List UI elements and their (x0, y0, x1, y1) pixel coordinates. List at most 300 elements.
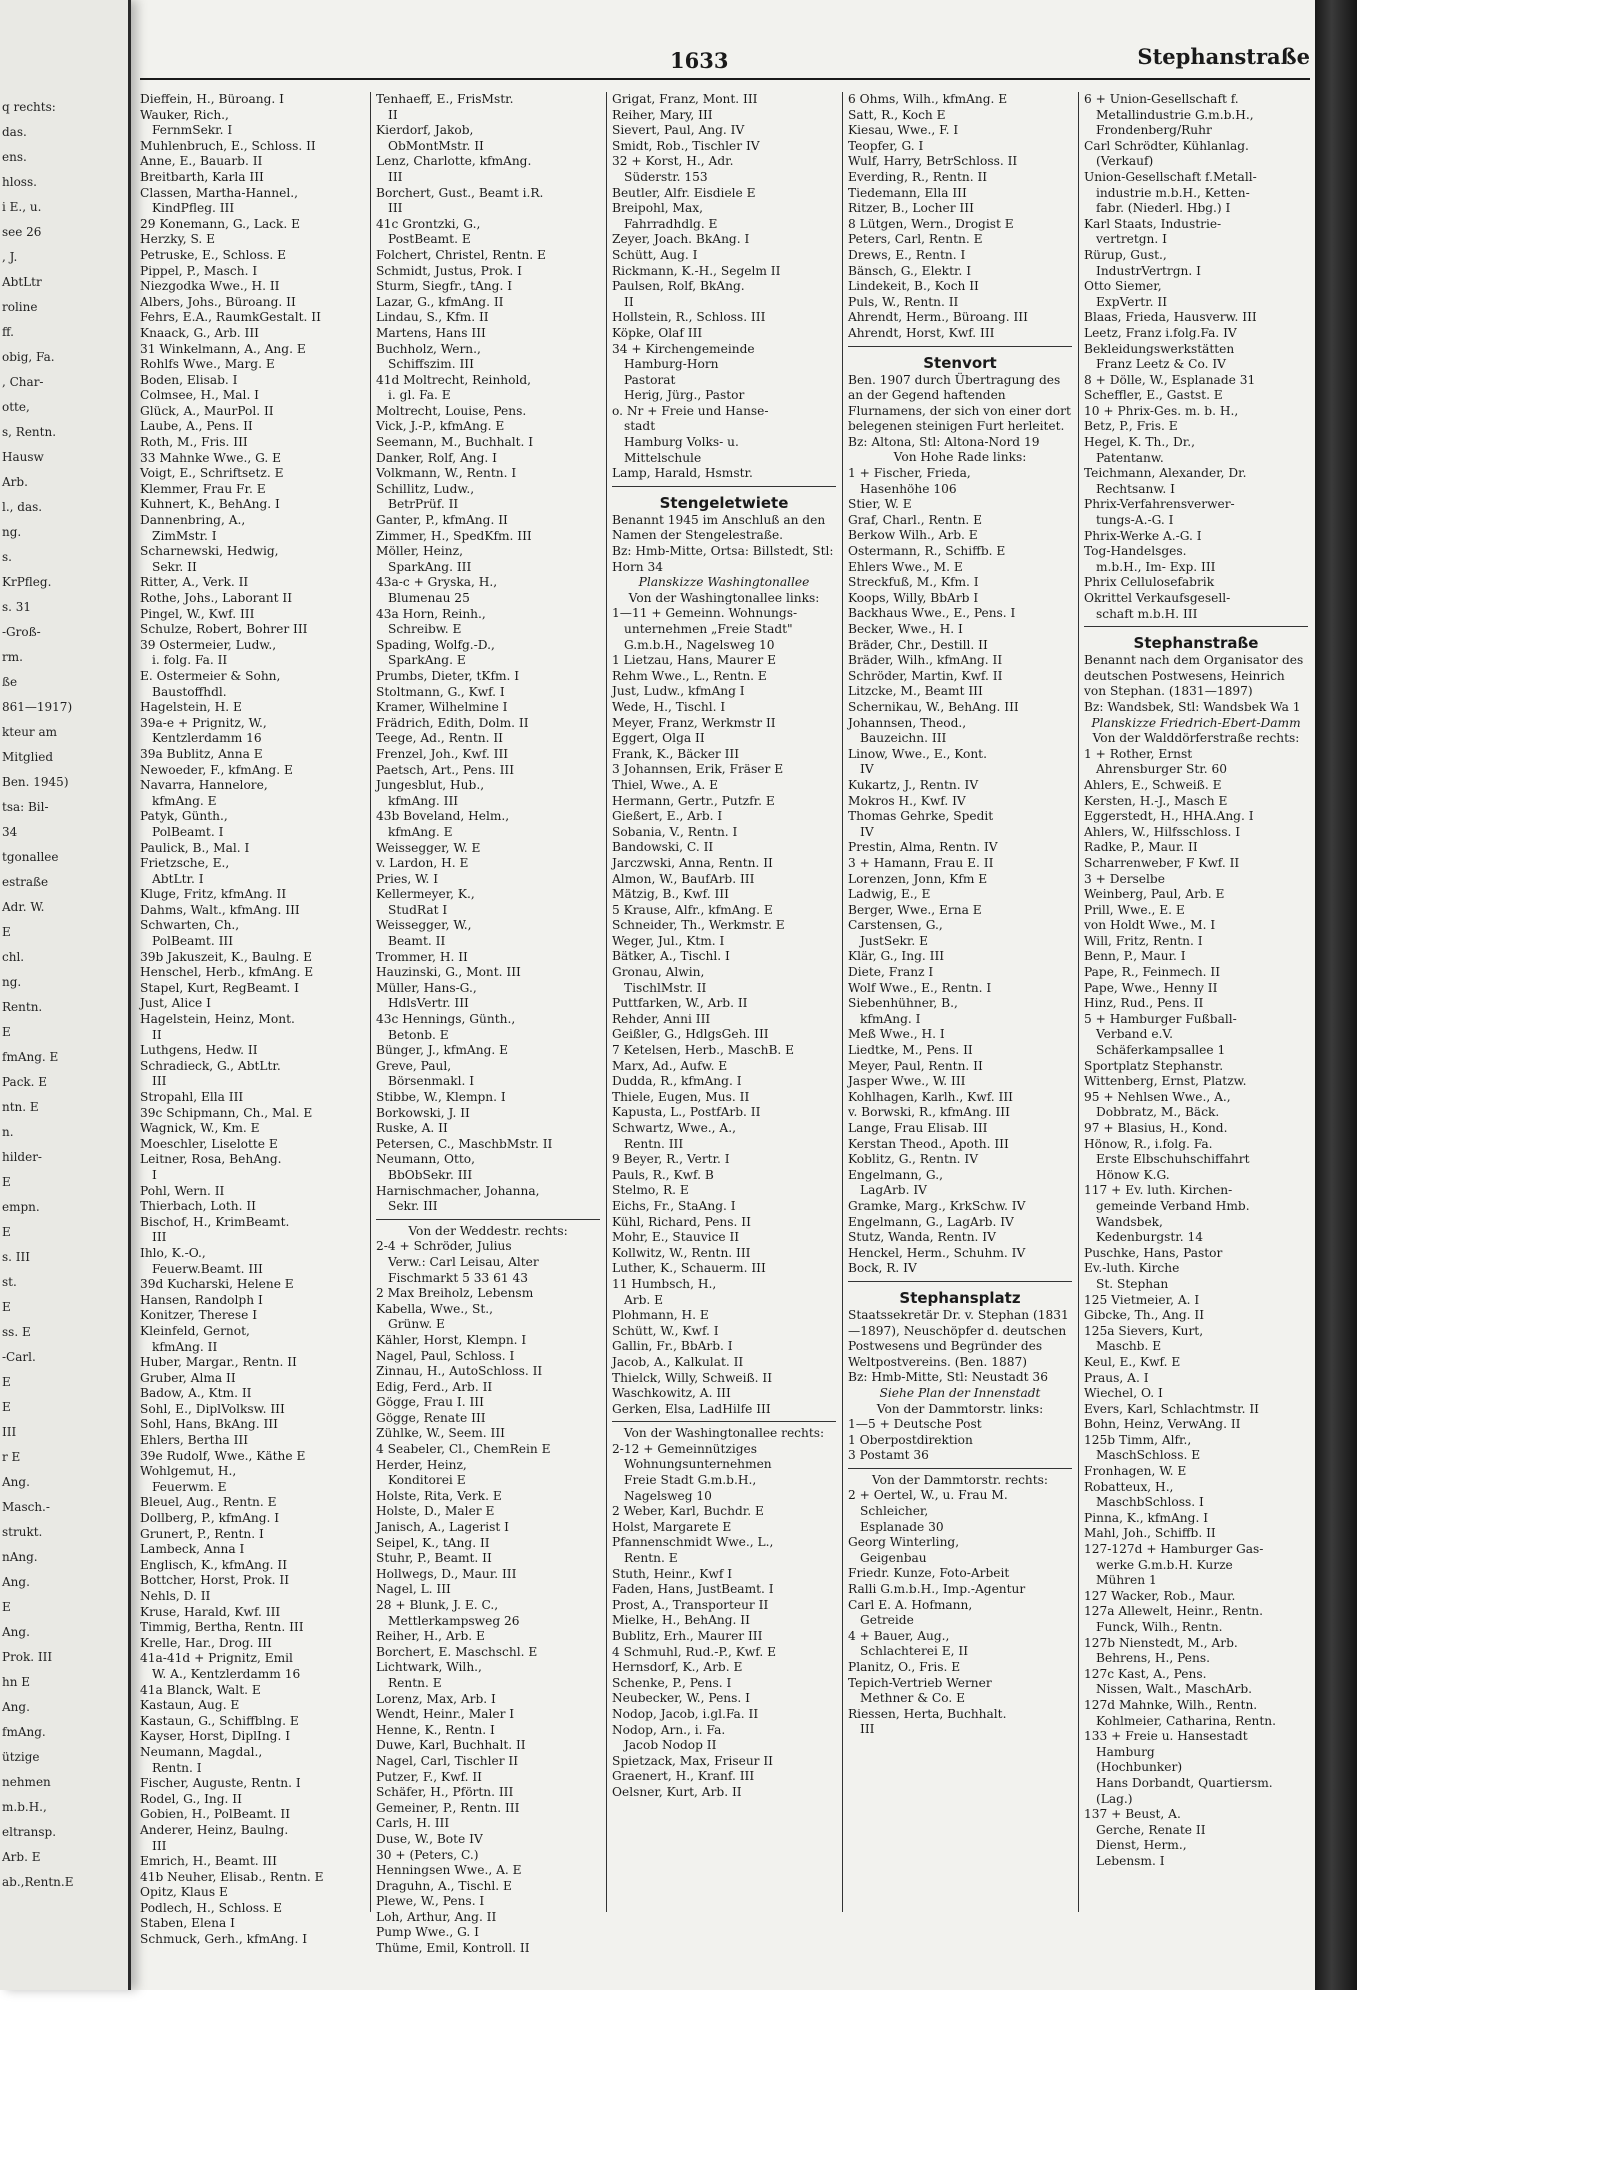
resident-entry: Huber, Margar., Rentn. II (140, 1355, 297, 1370)
resident-entry: Albers, Johs., Büroang. II (140, 294, 296, 309)
resident-entry: Fehrs, E.A., RaumkGestalt. II (140, 310, 321, 325)
resident-entry: Kellermeyer, K., (376, 887, 475, 902)
resident-entry: Stuhr, P., Beamt. II (376, 1551, 492, 1566)
facing-page-fragment: , J. (2, 250, 18, 264)
resident-entry: Prost, A., Transporteur II (612, 1597, 769, 1612)
resident-entry: Georg Winterling, (848, 1535, 960, 1550)
resident-entry: Ganter, P., kfmAng. II (376, 513, 508, 528)
facing-page-fragment: Ang. (2, 1700, 30, 1714)
facing-page-fragment: Ben. 1945) (2, 775, 69, 789)
facing-page-fragment: roline (2, 300, 38, 314)
resident-entry: Hinz, Rud., Pens. II (1084, 996, 1204, 1011)
resident-entry: Weinberg, Paul, Arb. E (1084, 887, 1225, 902)
resident-entry: Gießert, E., Arb. I (612, 809, 723, 824)
facing-page-fragment: fmAng. E (2, 1050, 59, 1064)
resident-entry: Prumbs, Dieter, tKfm. I (376, 668, 520, 683)
resident-entry: Fronhagen, W. E (1084, 1464, 1187, 1479)
resident-entry: Kabella, Wwe., St., (376, 1301, 493, 1316)
facing-page-fragment: -Groß- (2, 625, 41, 639)
resident-entry: 1 + Rother, Ernst (1084, 746, 1193, 761)
resident-entry: Luthgens, Hedw. II (140, 1043, 258, 1058)
column-3 (612, 92, 836, 1912)
resident-entry: Teege, Ad., Rentn. II (376, 731, 503, 746)
resident-entry: Roth, M., Fris. III (140, 435, 248, 450)
resident-entry: Kühl, Richard, Pens. II (612, 1214, 751, 1229)
resident-entry: Weger, Jul., Ktm. I (612, 933, 725, 948)
resident-entry: Scharnewski, Hedwig, (140, 544, 279, 559)
resident-entry: Draguhn, A., Tischl. E (376, 1878, 512, 1893)
resident-entry: Reiher, H., Arb. E (376, 1629, 485, 1644)
facing-page-fragment: otte, (2, 400, 30, 414)
resident-entry: Spietzack, Max, Friseur II (612, 1753, 773, 1768)
resident-entry: Englisch, K., kfmAng. II (140, 1557, 288, 1572)
resident-entry: 10 + Phrix-Ges. m. b. H., (1084, 403, 1239, 418)
resident-entry: Schiffszim. III (388, 357, 474, 372)
resident-entry: 127-127d + Hamburger Gas- (1084, 1542, 1264, 1557)
resident-entry: (Verkauf) (1096, 154, 1154, 169)
plan-reference: Planskizze Washingtonallee (638, 575, 810, 590)
facing-page-fragment: Adr. W. (2, 900, 45, 914)
resident-entry: PolBeamt. III (152, 934, 234, 949)
resident-entry: SparkAng. III (388, 559, 472, 574)
resident-entry: v. Lardon, H. E (376, 856, 469, 871)
resident-entry: Kramer, Wilhelmine I (376, 700, 508, 715)
resident-entry: Engelmann, G., LagArb. IV (848, 1214, 1014, 1229)
facing-page-fragment: n. (2, 1125, 14, 1139)
resident-entry: Kapusta, L., PostfArb. II (612, 1105, 761, 1120)
facing-page-fragment: tgonallee (2, 850, 59, 864)
resident-entry: Faden, Hans, JustBeamt. I (612, 1582, 774, 1597)
resident-entry: Peters, Carl, Rentn. E (848, 232, 983, 247)
resident-entry: Klär, G., Ing. III (848, 949, 945, 964)
resident-entry: 41d Moltrecht, Reinhold, (376, 372, 532, 387)
resident-entry: i. gl. Fa. E (388, 388, 451, 403)
directory-page (140, 40, 1310, 1980)
resident-entry: Tepich-Vertrieb Werner (848, 1675, 992, 1690)
resident-entry: Feuerwm. E (152, 1479, 227, 1494)
facing-page-fragment: Ang. (2, 1575, 30, 1589)
resident-entry: Müller, Hans-G., (376, 980, 477, 995)
header-rule (140, 78, 1310, 80)
resident-entry: Kentzlerdamm 16 (152, 731, 262, 746)
resident-entry: Mätzig, B., Kwf. III (612, 887, 729, 902)
resident-entry: PostBeamt. E (388, 232, 471, 247)
resident-entry: Schreibw. E (388, 622, 462, 637)
resident-entry: Kedenburgstr. 14 (1096, 1230, 1204, 1245)
resident-entry: Hasenhöhe 106 (860, 481, 957, 496)
facing-page-fragment: E (2, 1175, 11, 1189)
street-note: Bz: Wandsbek, Stl: Wandsbek Wa 1 (1084, 699, 1301, 714)
resident-entry: Beutler, Alfr. Eisdiele E (612, 185, 756, 200)
resident-entry: Hansen, Randolph I (140, 1292, 263, 1307)
resident-entry: Seipel, K., tAng. II (376, 1535, 490, 1550)
resident-entry: Bandowski, C. II (612, 840, 714, 855)
resident-entry: 7 Ketelsen, Herb., MaschB. E (612, 1043, 795, 1058)
resident-entry: Krelle, Har., Drog. III (140, 1635, 272, 1650)
resident-entry: Jungesblut, Hub., (376, 778, 485, 793)
direction-label: Von der Walddörferstraße rechts: (1092, 731, 1300, 746)
section-rule (612, 486, 836, 487)
resident-entry: Hamburg-Horn (624, 357, 719, 372)
resident-entry: stadt (624, 419, 656, 434)
resident-entry: Fahrradhdlg. E (624, 216, 718, 231)
resident-entry: Hollstein, R., Schloss. III (612, 310, 766, 325)
resident-entry: Badow, A., Ktm. II (140, 1386, 252, 1401)
resident-entry: Carl E. A. Hofmann, (848, 1597, 973, 1612)
resident-entry: Diete, Franz I (848, 965, 934, 980)
resident-entry: Union-Gesellschaft f.Metall- (1084, 169, 1257, 184)
resident-entry: Engelmann, G., (848, 1167, 943, 1182)
resident-entry: Hönow, R., i.folg. Fa. (1084, 1136, 1213, 1151)
resident-entry: Stutz, Wanda, Rentn. IV (848, 1230, 996, 1245)
facing-page-fragment: r E (2, 1450, 21, 1464)
resident-entry: Bublitz, Erh., Maurer III (612, 1629, 763, 1643)
facing-page-fragment: ens. (2, 150, 27, 164)
resident-entry: Henne, K., Rentn. I (376, 1722, 495, 1737)
resident-entry: BetrPrüf. II (388, 497, 459, 512)
resident-entry: Hermann, Gertr., Putzfr. E (612, 793, 775, 808)
resident-entry: 117 + Ev. luth. Kirchen- (1084, 1183, 1233, 1198)
direction-label: Von der Dammtorstr. links: (876, 1401, 1044, 1416)
facing-page-fragment: ss. E (2, 1325, 31, 1339)
resident-entry: Teopfer, G. I (848, 138, 924, 153)
resident-entry: Neubecker, W., Pens. I (612, 1691, 750, 1706)
resident-entry: Kukartz, J., Rentn. IV (848, 777, 979, 792)
resident-entry: kfmAng. III (388, 793, 459, 808)
resident-entry: Pinna, K., kfmAng. I (1084, 1510, 1209, 1525)
resident-entry: Behrens, H., Pens. (1096, 1651, 1211, 1666)
resident-entry: II (152, 1027, 162, 1042)
resident-entry: Loh, Arthur, Ang. II (376, 1909, 497, 1924)
resident-entry: Stapel, Kurt, RegBeamt. I (140, 980, 299, 995)
resident-entry: ZimMstr. I (152, 528, 217, 543)
resident-entry: 41a-41d + Prignitz, Emil (140, 1651, 293, 1666)
resident-entry: Bauzeichn. III (860, 731, 947, 746)
resident-entry: 39d Kucharski, Helene E (140, 1277, 294, 1292)
resident-entry: 125b Timm, Alfr., (1084, 1432, 1192, 1447)
resident-entry: Eggert, Olga II (612, 731, 705, 746)
resident-entry: Prill, Wwe., E. E (1084, 902, 1185, 917)
resident-entry: Schröder, Martin, Kwf. II (848, 668, 1003, 683)
resident-entry: Reiher, Mary, III (612, 107, 713, 122)
resident-entry: Hamburg Volks- u. (624, 435, 739, 450)
resident-entry: Mielke, H., BehAng. II (612, 1613, 750, 1628)
resident-entry: Verband e.V. (1096, 1027, 1173, 1042)
resident-entry: Erste Elbschuhschiffahrt (1096, 1152, 1250, 1167)
resident-entry: Fischmarkt 5 33 61 43 (388, 1270, 528, 1285)
facing-page-fragment: chl. (2, 950, 25, 964)
resident-entry: kfmAng. E (388, 824, 453, 839)
resident-entry: vertretgn. I (1096, 232, 1167, 247)
resident-entry: Danker, Rolf, Ang. I (376, 450, 497, 465)
resident-entry: II (388, 107, 398, 122)
resident-entry: Ruske, A. II (376, 1121, 448, 1136)
resident-entry: G.m.b.H., Nagelsweg 10 (624, 637, 775, 652)
resident-entry: Stuth, Heinr., Kwf I (612, 1566, 733, 1581)
resident-entry: Pauls, R., Kwf. B (612, 1167, 714, 1182)
resident-entry: Borchert, E. Maschschl. E (376, 1644, 538, 1659)
resident-entry: Herder, Heinz, (376, 1457, 467, 1472)
resident-entry: Martens, Hans III (376, 325, 486, 340)
resident-entry: Moltrecht, Louise, Pens. (376, 403, 527, 418)
resident-entry: Grünw. E (388, 1317, 445, 1332)
facing-page-fragment: Ang. (2, 1625, 30, 1639)
resident-entry: Lorenzen, Jonn, Kfm E (848, 871, 988, 886)
resident-entry: Rickmann, K.-H., Segelm II (612, 263, 781, 278)
resident-entry: Börsenmakl. I (388, 1074, 475, 1089)
resident-entry: BbObSekr. III (388, 1167, 473, 1182)
section-rule (848, 346, 1072, 347)
resident-entry: Hollwegs, D., Maur. III (376, 1566, 517, 1581)
resident-entry: 28 + Blunk, J. E. C., (376, 1598, 499, 1612)
resident-entry: 127b Nienstedt, M., Arb. (1084, 1635, 1238, 1650)
resident-entry: Hamburg (1096, 1744, 1155, 1759)
resident-entry: Ahrendt, Herm., Büroang. III (848, 310, 1028, 325)
resident-entry: Neumann, Magdal., (140, 1744, 263, 1759)
facing-page-fragment: ng. (2, 525, 22, 539)
resident-entry: Gemeiner, P., Rentn. III (376, 1800, 520, 1815)
resident-entry: v. Borwski, R., kfmAng. III (848, 1105, 1010, 1120)
resident-entry: Wittenberg, Ernst, Platzw. (1084, 1074, 1247, 1089)
resident-entry: Seemann, M., Buchhalt. I (376, 435, 534, 450)
resident-entry: 43b Boveland, Helm., (376, 809, 510, 824)
resident-entry: Ev.-luth. Kirche (1084, 1261, 1180, 1276)
resident-entry: Betonb. E (388, 1027, 449, 1042)
resident-entry: Mettlerkampsweg 26 (388, 1613, 520, 1628)
resident-entry: HdlsVertr. III (388, 996, 469, 1011)
resident-entry: W. A., Kentzlerdamm 16 (152, 1666, 301, 1681)
resident-entry: Pape, Wwe., Henny II (1084, 980, 1218, 995)
facing-page-fragment: Hausw (2, 450, 44, 464)
resident-entry: Tenhaeff, E., FrisMstr. (376, 92, 514, 106)
resident-entry: 1 + Fischer, Frieda, (848, 466, 971, 481)
resident-entry: Scheffler, E., Gastst. E (1084, 388, 1223, 403)
resident-entry: Schütt, W., Kwf. I (612, 1323, 719, 1338)
street-note: Bz: Hmb-Mitte, Ortsa: Billstedt, Stl: Horn 34 (612, 544, 834, 574)
street-heading: Stengeletwiete (659, 493, 789, 512)
column-divider (370, 92, 371, 1912)
facing-page-fragment: ützige (2, 1750, 40, 1764)
resident-entry: Thielck, Willy, Schweiß. II (612, 1370, 773, 1385)
resident-entry: Sobania, V., Rentn. I (612, 824, 738, 839)
resident-entry: Rehm Wwe., L., Rentn. E (612, 668, 767, 683)
resident-entry: Zimmer, H., SpedKfm. III (376, 528, 532, 543)
resident-entry: Pries, W. I (376, 871, 439, 886)
resident-entry: Paetsch, Art., Pens. III (376, 762, 515, 777)
resident-entry: Carl Schrödter, Kühlanlag. (1084, 138, 1249, 153)
direction-label: Von der Weddestr. rechts: (408, 1223, 568, 1238)
resident-entry: 1—11 + Gemeinn. Wohnungs- (612, 606, 798, 621)
direction-label: Von der Washingtonallee rechts: (623, 1426, 825, 1441)
resident-entry: Muhlenbruch, E., Schloss. II (140, 138, 316, 153)
resident-entry: 127d Mahnke, Wilh., Rentn. (1084, 1697, 1258, 1712)
facing-page-fragment: E (2, 1600, 11, 1614)
resident-entry: Mühren 1 (1096, 1573, 1157, 1588)
resident-entry: Gögge, Renate III (376, 1410, 486, 1425)
facing-page-fragment: s. (2, 550, 12, 564)
resident-entry: Schäfer, H., Pförtn. III (376, 1785, 514, 1800)
resident-entry: Bänsch, G., Elektr. I (848, 263, 972, 278)
resident-entry: Fischer, Auguste, Rentn. I (140, 1776, 301, 1791)
resident-entry: Rodel, G., Ing. II (140, 1791, 242, 1806)
resident-entry: 5 + Hamburger Fußball- (1084, 1011, 1237, 1026)
resident-entry: Gerken, Elsa, LadHilfe III (612, 1401, 771, 1416)
resident-entry: unternehmen „Freie Stadt" (624, 622, 793, 636)
resident-entry: FernmSekr. I (152, 123, 233, 138)
street-note: Benannt nach dem Organisator des deutschen Postwesens, Heinrich von Stephan. (1831—1897) (1084, 653, 1304, 699)
resident-entry: Streckfuß, M., Kfm. I (848, 575, 979, 590)
resident-entry: 41a Blanck, Walt. E (140, 1682, 261, 1697)
resident-entry: gemeinde Verband Hmb. (1096, 1198, 1250, 1213)
direction-label: Von Hohe Rade links: (893, 450, 1027, 465)
facing-page-fragment: KrPfleg. (2, 575, 52, 589)
resident-entry: Maschb. E (1096, 1339, 1162, 1354)
section-rule (1084, 626, 1308, 627)
resident-entry: Jacob Nodop II (624, 1738, 717, 1753)
resident-entry: Stibbe, W., Klempn. I (376, 1090, 506, 1104)
resident-entry: Okrittel Verkaufsgesell- (1084, 591, 1231, 605)
resident-entry: Holste, D., Maler E (376, 1504, 495, 1519)
resident-entry: Dienst, Herm., (1096, 1838, 1187, 1853)
resident-entry: Frietzsche, E., (140, 856, 230, 871)
resident-entry: Ahrendt, Horst, Kwf. III (848, 325, 995, 340)
resident-entry: 8 + Dölle, W., Esplanade 31 (1084, 372, 1256, 387)
resident-entry: Newoeder, F., kfmAng. E (140, 762, 293, 777)
resident-entry: Stelmo, R. E (612, 1183, 689, 1198)
resident-entry: Kerstan Theod., Apoth. III (848, 1136, 1009, 1151)
resident-entry: Johannsen, Theod., (848, 715, 967, 730)
resident-entry: Prestin, Alma, Rentn. IV (848, 840, 998, 855)
resident-entry: 3 + Derselbe (1084, 871, 1165, 886)
resident-entry: Grunert, P., Rentn. I (140, 1526, 264, 1541)
resident-entry: Henningsen Wwe., A. E (376, 1863, 522, 1878)
resident-entry: Weissegger, W., (376, 918, 472, 933)
resident-entry: Stoltmann, G., Kwf. I (376, 684, 505, 699)
resident-entry: Eichs, Fr., StaAng. I (612, 1198, 736, 1213)
resident-entry: 3 + Hamann, Frau E. II (848, 855, 994, 870)
resident-entry: Mohr, E., Stauvice II (612, 1230, 740, 1245)
facing-page-fragment: ab.,Rentn.E (2, 1875, 74, 1889)
resident-entry: Bekleidungswerkstätten (1084, 341, 1235, 356)
resident-entry: Evers, Karl, Schlachtmstr. II (1084, 1401, 1259, 1416)
resident-entry: Rohlfs Wwe., Marg. E (140, 357, 275, 372)
facing-page-fragment: nehmen (2, 1775, 51, 1789)
resident-entry: Klemmer, Frau Fr. E (140, 481, 266, 496)
resident-entry: Betz, P., Fris. E (1084, 419, 1178, 434)
resident-entry: Thomas Gehrke, Spedit (848, 809, 994, 824)
resident-entry: 125 Vietmeier, A. I (1084, 1292, 1200, 1307)
resident-entry: II (624, 294, 634, 309)
resident-entry: KindPfleg. III (152, 201, 235, 216)
resident-entry: Frondenberg/Ruhr (1096, 123, 1212, 138)
resident-entry: 1 Oberpostdirektion (848, 1432, 973, 1447)
facing-page-fragment: -Carl. (2, 1350, 36, 1364)
resident-entry: Kastaun, G., Schiffblng. E (140, 1713, 299, 1728)
page-number: 1633 (670, 48, 729, 73)
facing-page-fragment: kteur am (2, 725, 58, 739)
resident-entry: Wagnick, W., Km. E (140, 1121, 260, 1136)
resident-entry: 127 Wacker, Rob., Maur. (1084, 1588, 1236, 1603)
resident-entry: Ritzer, B., Locher III (848, 201, 974, 216)
resident-entry: Folchert, Christel, Rentn. E (376, 247, 546, 262)
resident-entry: Dahms, Walt., kfmAng. III (140, 902, 300, 917)
resident-entry: kfmAng. II (152, 1339, 218, 1354)
resident-entry: Putzer, F., Kwf. II (376, 1769, 482, 1784)
resident-entry: 6 Ohms, Wilh., kfmAng. E (848, 92, 1008, 106)
plan-reference: Planskizze Friedrich-Ebert-Damm (1091, 715, 1301, 730)
resident-entry: Verw.: Carl Leisau, Alter (388, 1254, 539, 1269)
resident-entry: Knaack, G., Arb. III (140, 325, 259, 340)
resident-entry: Henckel, Herm., Schuhm. IV (848, 1245, 1026, 1260)
resident-entry: Wendt, Heinr., Maler I (376, 1707, 515, 1722)
resident-entry: schaft m.b.H. III (1096, 606, 1198, 621)
resident-entry: Breipohl, Max, (612, 201, 704, 216)
facing-page-fragment: s. 31 (2, 600, 32, 614)
resident-entry: Niezgodka Wwe., H. II (140, 279, 280, 294)
facing-page-fragment: q rechts: (2, 100, 56, 114)
resident-entry: Phrix-Werke A.-G. I (1084, 528, 1202, 543)
resident-entry: Bohn, Heinz, VerwAng. II (1084, 1417, 1241, 1432)
facing-page-fragment: ntn. E (2, 1100, 39, 1114)
resident-entry: Boden, Elisab. I (140, 372, 238, 387)
resident-entry: Nagel, Carl, Tischler II (376, 1753, 519, 1768)
resident-entry: Gibcke, Th., Ang. II (1084, 1308, 1205, 1323)
resident-entry: Vick, J.-P., kfmAng. E (376, 419, 505, 434)
facing-page-edge (0, 0, 131, 1990)
resident-entry: Baustoffhdl. (152, 684, 227, 699)
resident-entry: kfmAng. E (152, 793, 217, 808)
resident-entry: Nodop, Arn., i. Fa. (612, 1722, 726, 1737)
resident-entry: Nagel, Paul, Schloss. I (376, 1348, 515, 1363)
facing-page-fragment: empn. (2, 1200, 40, 1214)
resident-entry: 31 Winkelmann, A., Ang. E (140, 341, 306, 356)
resident-entry: 34 + Kirchengemeinde (612, 341, 755, 356)
resident-entry: Wiechel, O. I (1084, 1386, 1163, 1401)
resident-entry: Jacob, A., Kalkulat. II (612, 1354, 744, 1369)
resident-entry: Schmuck, Gerh., kfmAng. I (140, 1932, 308, 1947)
facing-page-fragment: E (2, 1300, 11, 1314)
facing-page-fragment: nAng. (2, 1550, 38, 1564)
resident-entry: 3 Johannsen, Erik, Fräser E (612, 762, 784, 777)
resident-entry: Puls, W., Rentn. II (848, 294, 959, 309)
resident-entry: Gallin, Fr., BbArb. I (612, 1339, 733, 1354)
facing-page-fragment: ff. (2, 325, 14, 339)
resident-entry: Sohl, Hans, BkAng. III (140, 1417, 278, 1432)
resident-entry: Bleuel, Aug., Rentn. E (140, 1495, 277, 1510)
resident-entry: Petruske, E., Schloss. E (140, 247, 286, 262)
resident-entry: Greve, Paul, (376, 1058, 452, 1073)
resident-entry: Sekr. III (388, 1199, 438, 1214)
resident-entry: Backhaus Wwe., E., Pens. I (848, 606, 1016, 621)
facing-page-fragment: i E., u. (2, 200, 42, 214)
resident-entry: Frank, K., Bäcker III (612, 746, 740, 761)
resident-entry: Neumann, Otto, (376, 1152, 475, 1167)
resident-entry: Just, Alice I (140, 996, 211, 1011)
resident-entry: 39c Schipmann, Ch., Mal. E (140, 1105, 313, 1120)
street-heading: Stephanstraße (1133, 634, 1259, 653)
column-1 (140, 92, 364, 1947)
resident-entry: Riessen, Herta, Buchhalt. (848, 1706, 1007, 1721)
resident-entry: IndustrVertrgn. I (1096, 263, 1201, 278)
resident-entry: Schlachterei E, II (860, 1644, 969, 1659)
resident-entry: 6 + Union-Gesellschaft f. (1084, 92, 1239, 106)
resident-entry: Rehder, Anni III (612, 1011, 711, 1026)
facing-page-fragment: st. (2, 1275, 17, 1289)
facing-page-fragment: Arb. E (2, 1850, 41, 1864)
resident-entry: 39a Bublitz, Anna E (140, 746, 263, 761)
resident-entry: Leitner, Rosa, BehAng. (140, 1152, 282, 1167)
resident-entry: Kluge, Fritz, kfmAng. II (140, 887, 287, 902)
